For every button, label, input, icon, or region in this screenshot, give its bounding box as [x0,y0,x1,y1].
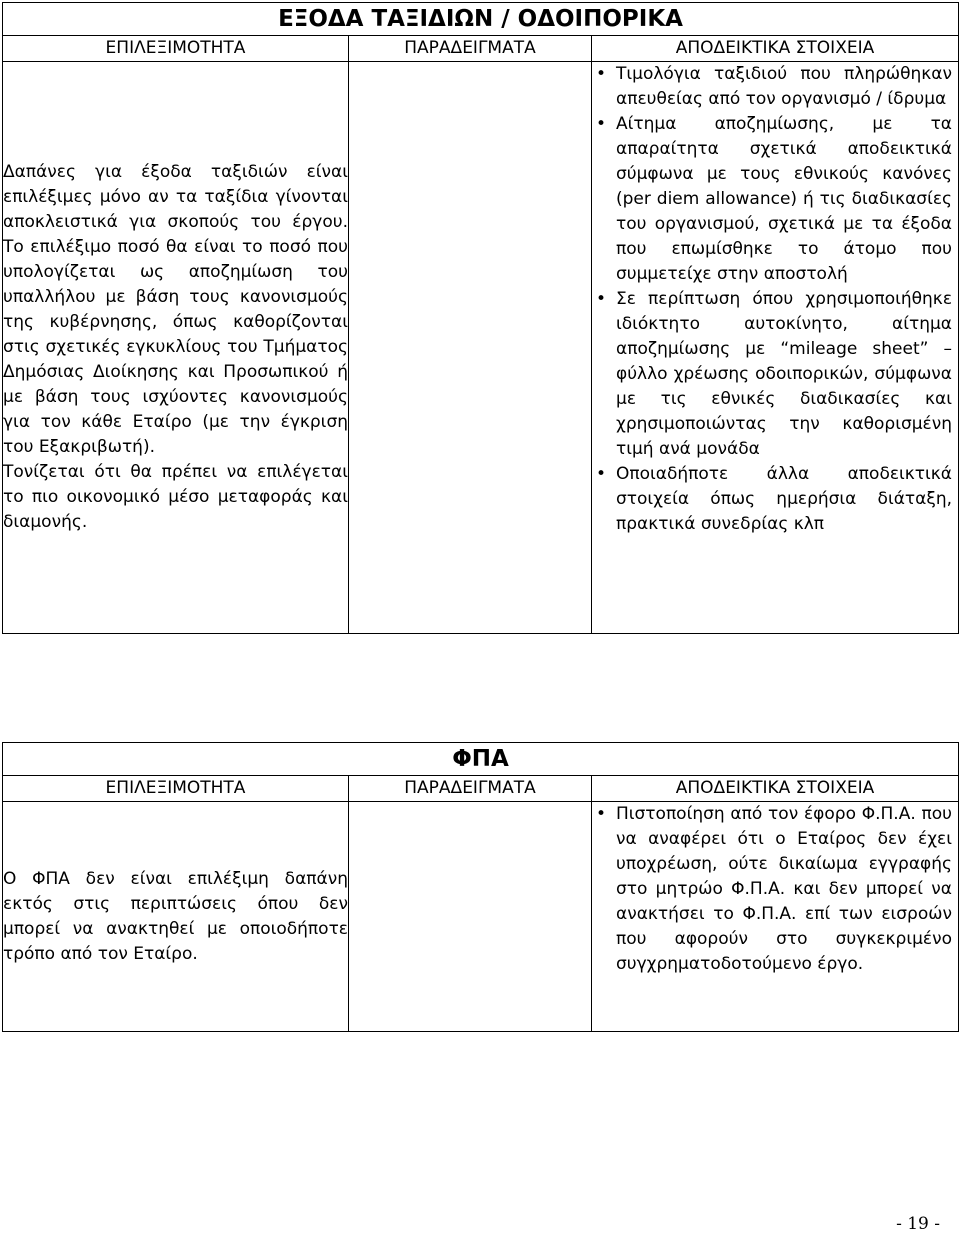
section-title: ΦΠΑ [3,743,959,776]
evidence-cell [592,802,959,1032]
eligibility-paragraph: Τονίζεται ότι θα πρέπει να επιλέγεται το πιο οικονομικό μέσο μεταφοράς και διαμονής. [3,462,348,532]
evidence-item: • Οποιαδήποτε άλλα αποδεικτικά στοιχεία όπως ημερήσια διάταξη, πρακτικά συνεδρίας κλπ [592,462,952,537]
evidence-list [592,802,958,977]
column-header-eligibility: ΕΠΙΛΕΞΙΜΟΤΗΤΑ [3,36,349,62]
eligibility-paragraph: Δαπάνες για έξοδα ταξιδιών είναι επιλέξιμες μόνο αν τα ταξίδια γίνονται αποκλειστικά για σκοπούς του έργου. Το επιλέξιμο ποσό θα είναι το ποσό που υπολογίζεται ως αποζημίωση του υπαλλήλου με βάση τους κανονισμούς της κυβέρνησης, όπως καθορίζονται στις σχετικές εγκυκλίους του Τμήματος Δημόσιας Διοίκησης και Προσωπικού ή με βάση τους ισχύοντες κανονισμούς για τον κάθε Εταίρο (με την έγκριση του Εξακριβωτή). [3,162,348,457]
column-header-evidence: ΑΠΟΔΕΙΚΤΙΚΑ ΣΤΟΙΧΕΙΑ [592,776,959,802]
column-header-eligibility: ΕΠΙΛΕΞΙΜΟΤΗΤΑ [3,776,349,802]
evidence-item: • Πιστοποίηση από τον έφορο Φ.Π.Α. που να αναφέρει ότι ο Εταίρος δεν έχει υποχρέωση, ούτε δικαίωμα εγγραφής στο μητρώο Φ.Π.Α. και δεν μπορεί να ανακτήσει το Φ.Π.Α. επί των εισροών που αφορούν στο συγκεκριμένο συγχρηματοδοτούμενο έργο. [592,802,952,977]
column-header-evidence: ΑΠΟΔΕΙΚΤΙΚΑ ΣΤΟΙΧΕΙΑ [592,36,959,62]
evidence-cell [592,62,959,634]
section-title: ΕΞΟΔΑ ΤΑΞΙΔΙΩΝ / ΟΔΟΙΠΟΡΙΚΑ [3,3,959,36]
eligibility-paragraph: Ο ΦΠΑ δεν είναι επιλέξιμη δαπάνη εκτός στις περιπτώσεις όπου δεν μπορεί να ανακτηθεί με οποιοδήποτε τρόπο από τον Εταίρο. [3,868,348,964]
vat-table [2,742,959,1032]
travel-expenses-table [2,2,959,634]
column-header-examples: ΠΑΡΑΔΕΙΓΜΑΤΑ [349,36,592,62]
evidence-item: • Τιμολόγια ταξιδιού που πληρώθηκαν απευθείας από τον οργανισμό / ίδρυμα [592,62,952,112]
evidence-item: • Σε περίπτωση όπου χρησιμοποιήθηκε ιδιόκτητο αυτοκίνητο, αίτημα αποζημίωσης με “mileage sheet” – φύλλο χρέωσης οδοιπορικών, σύμφωνα με τις εθνικές διαδικασίες και χρησιμοποιώντας την καθορισμένη τιμή ανά μονάδα [592,287,952,462]
examples-cell [349,62,592,634]
evidence-item: • Αίτημα αποζημίωσης, με τα απαραίτητα σχετικά αποδεικτικά σύμφωνα με τους εθνικούς κανόνες (per diem allowance) ή τις διαδικασίες του οργανισμού, σχετικά με τα έξοδα που επωμίσθηκε το άτομο που συμμετείχε στην αποστολή [592,112,952,287]
evidence-list [592,62,958,537]
page-number: - 19 - [896,1214,940,1234]
eligibility-cell [3,62,349,634]
examples-cell [349,802,592,1032]
column-header-examples: ΠΑΡΑΔΕΙΓΜΑΤΑ [349,776,592,802]
eligibility-cell [3,802,349,1032]
